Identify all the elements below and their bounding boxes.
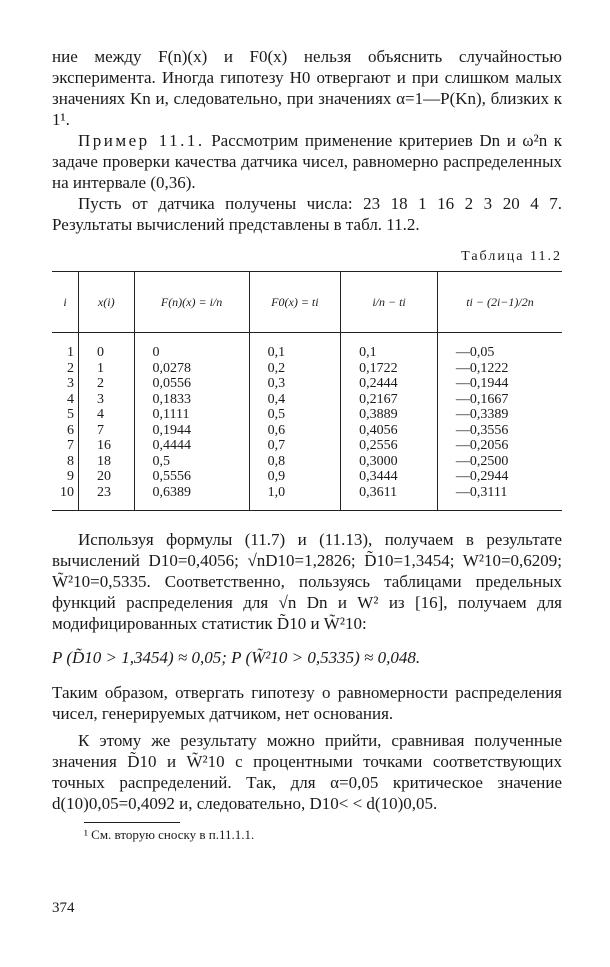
table-cell: 0,4056 [341, 423, 438, 439]
header-diff1: i/n − ti [341, 272, 438, 333]
table-cell: 0,3611 [341, 485, 438, 511]
table-cell: 0,6389 [134, 485, 249, 511]
table-cell: 0,2444 [341, 376, 438, 392]
paragraph-numbers: Пусть от датчика получены числа: 23 18 1 16 2 3 20 4 7. Результаты вычислений представлены в табл. 11.2. [52, 194, 562, 234]
table-cell: 2 [79, 376, 135, 392]
header-x: x(i) [79, 272, 135, 333]
table-cell: —0,3556 [437, 423, 562, 439]
table-cell: 10 [60, 484, 74, 500]
table-cell: 16 [79, 438, 135, 454]
table-cell: —0,05 [437, 333, 562, 361]
page-number: 374 [52, 900, 75, 916]
table-cell: 0,5556 [134, 469, 249, 485]
table-cell: 0,1111 [134, 407, 249, 423]
table-cell: 6 [67, 422, 74, 438]
paragraph-intro: ние между F(n)(x) и F0(x) нельзя объяснить случайностью эксперимента. Иногда гипотезу H0 отвергают и при слишком малых значениях Kn и, следовательно, при значениях α=1—P(Kn), близких к 1¹. [52, 47, 562, 129]
table-cell: 5 [67, 407, 74, 423]
page-body [52, 46, 562, 843]
table-cell: —0,3111 [437, 485, 562, 511]
table-cell: 0 [134, 333, 249, 361]
table-row [52, 423, 562, 439]
table-cell: 0,1944 [134, 423, 249, 439]
paragraph-conclusion: Таким образом, отвергать гипотезу о равномерности распределения чисел, генерируемых датчиком, нет основания. [52, 683, 562, 723]
table-row [52, 361, 562, 377]
table-cell: 0,3 [249, 376, 341, 392]
table-cell: 4 [67, 391, 74, 407]
header-i: i [52, 272, 79, 333]
table-cell: 0,2 [249, 361, 341, 377]
table-cell: —0,1667 [437, 392, 562, 408]
table-cell: 0,2167 [341, 392, 438, 408]
table-cell: 0,1722 [341, 361, 438, 377]
table-cell: 0,6 [249, 423, 341, 439]
example-label: Пример 11.1. [78, 131, 205, 150]
table-cell: 4 [79, 407, 135, 423]
table-cell: 0,2556 [341, 438, 438, 454]
table-caption: Таблица 11.2 [461, 249, 562, 264]
table-cell: —0,2944 [437, 469, 562, 485]
table-row [52, 438, 562, 454]
table-row [52, 333, 562, 361]
table-cell: 0,3444 [341, 469, 438, 485]
table-row [52, 469, 562, 485]
footnote-rule [84, 822, 180, 823]
probability-formula: P (D̃10 > 1,3454) ≈ 0,05; P (W̃²10 > 0,5335) ≈ 0,048. [52, 648, 421, 667]
table-header-row [52, 272, 562, 333]
table-cell: 3 [67, 376, 74, 392]
table-cell: 0,1 [249, 333, 341, 361]
table-cell: 0,4444 [134, 438, 249, 454]
table-cell: 1 [67, 345, 74, 361]
table-cell: 0,8 [249, 454, 341, 470]
footnote: ¹ См. вторую сноску в п.11.1.1. [84, 827, 255, 842]
table-row [52, 392, 562, 408]
table-cell: —0,2500 [437, 454, 562, 470]
table-row [52, 407, 562, 423]
table-row [52, 485, 562, 511]
table-cell: —0,1222 [437, 361, 562, 377]
table-cell: 8 [67, 453, 74, 469]
table-cell: 20 [79, 469, 135, 485]
table-row [52, 376, 562, 392]
table-cell: 1 [79, 361, 135, 377]
example-text: Рассмотрим применение критериев Dn и ω²n к задаче проверки качества датчика чисел, равномерно распределенных на интервале (0,36). [52, 131, 563, 192]
table-cell: 0,1833 [134, 392, 249, 408]
paragraph-results: Используя формулы (11.7) и (11.13), получаем в результате вычислений D10=0,4056; √nD10=1,2826; D̃10=1,3454; W²10=0,6209; W̃²10=0,5335. Соответственно, пользуясь таблицами предельных функций распределения для √n Dn и W² из [16], получаем для модифицированных статистик D̃10 и W̃²10: [52, 530, 562, 633]
table-cell: 0,0278 [134, 361, 249, 377]
table-cell: 7 [79, 423, 135, 439]
table-cell: 23 [79, 485, 135, 511]
table-cell: 0 [79, 333, 135, 361]
table-cell: 2 [67, 360, 74, 376]
table-cell: 0,9 [249, 469, 341, 485]
table-cell: 0,5 [134, 454, 249, 470]
table-cell: 0,1 [341, 333, 438, 361]
table-cell: 0,3889 [341, 407, 438, 423]
results-table [52, 271, 562, 511]
header-F0: F0(x) = ti [249, 272, 341, 333]
table-cell: 0,0556 [134, 376, 249, 392]
header-diff2: ti − (2i−1)/2n [437, 272, 562, 333]
table-cell: 1,0 [249, 485, 341, 511]
table-cell: —0,2056 [437, 438, 562, 454]
paragraph-comparison: К этому же результату можно прийти, сравнивая полученные значения D̃10 и W̃²10 с процентными точками соответствующих точных распределений. Так, для α=0,05 критическое значение d(10)0,05=0,4092 и, следовательно, D10< < d(10)0,05. [52, 731, 562, 813]
table-cell: 9 [67, 469, 74, 485]
table-cell: 18 [79, 454, 135, 470]
paragraph-example [52, 130, 562, 193]
table-cell: 0,3000 [341, 454, 438, 470]
table-cell: 0,4 [249, 392, 341, 408]
table-cell: 0,7 [249, 438, 341, 454]
table-row [52, 454, 562, 470]
header-Fn: F(n)(x) = i/n [134, 272, 249, 333]
table-cell: 3 [79, 392, 135, 408]
table-body [52, 333, 562, 511]
table-cell: 7 [67, 438, 74, 454]
table-cell: —0,3389 [437, 407, 562, 423]
table-cell: 0,5 [249, 407, 341, 423]
table-cell: —0,1944 [437, 376, 562, 392]
